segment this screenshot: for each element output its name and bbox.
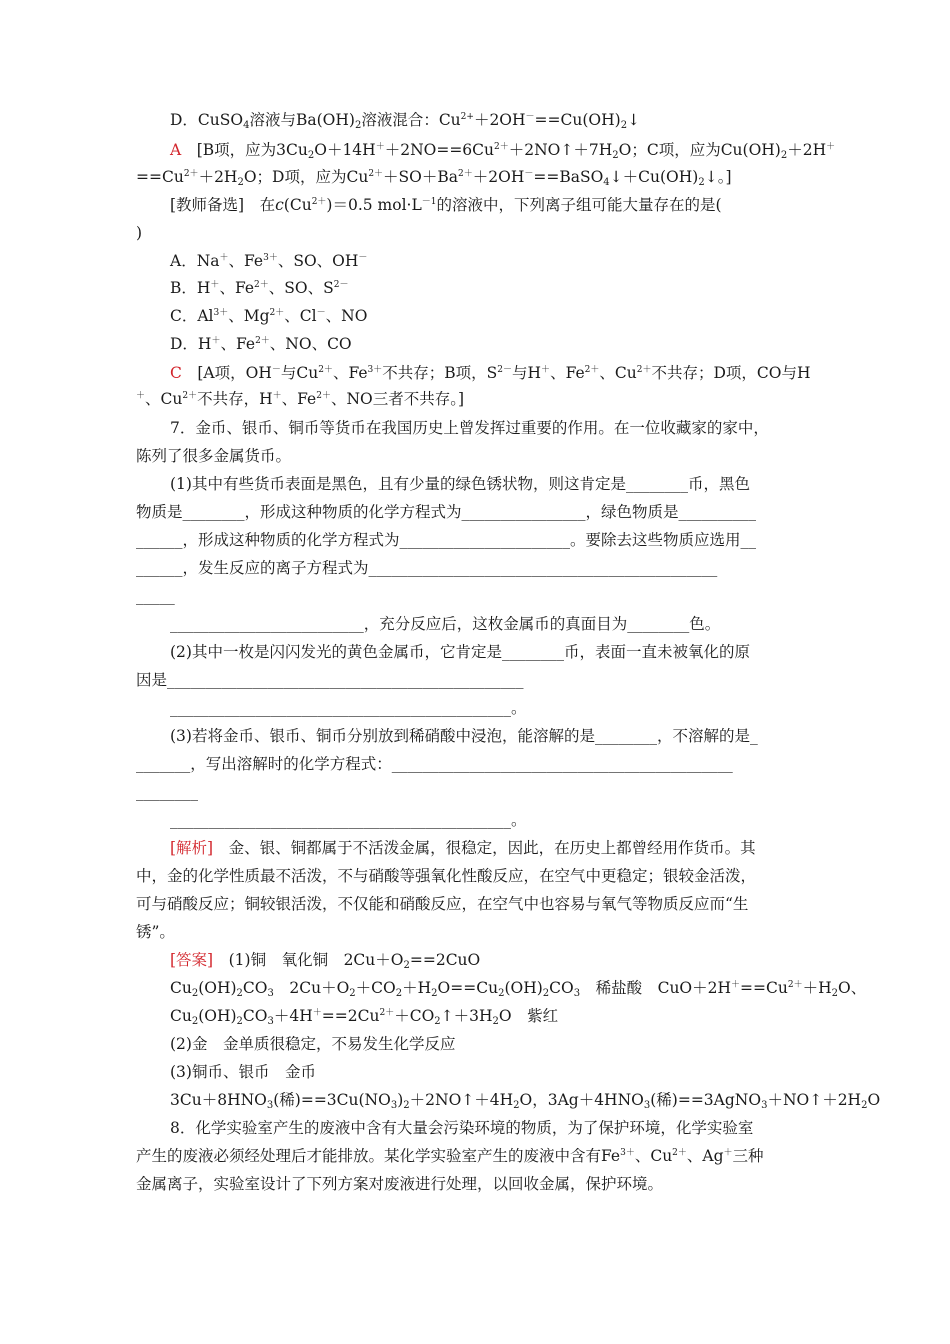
text-line: [教师备选] 在$c(Cu^{2+})=0.5$ $mol\cdot L^{-1}$的溶液中，下列离子组可能大量存在的是(: [170, 196, 722, 214]
text-line: ____________________________________________。: [170, 811, 527, 829]
text-line: 可与硝酸反应；铜较银活泼，不仅能和硝酸反应，在空气中也容易与氧气等物质反应而“生: [136, 895, 749, 913]
text-line: ): [136, 224, 143, 242]
text-line: $3Cu+8HNO_3$(稀)$==3Cu(NO_3)_2+2NO↑+4H_2O$，$3Ag+4HNO_3$(稀)$==3AgNO_3+NO↑+2H_2O$: [170, 1091, 881, 1111]
text-line: $Cu_2(OH)_2CO_3$ $2Cu+O_2+CO_2+H_2O==Cu_2(OH)_2CO_3$ 稀盐酸 $CuO+2H^+==Cu^{2+}+H_2O$、: [170, 979, 867, 999]
text-line: D．CuSO$_4$溶液与$Ba(OH)_2$溶液混合：$Cu^{2+}+2OH^-==Cu(OH)_2↓$: [170, 111, 641, 131]
text-line: A [B项，应为$3Cu_2O+14H^++2NO==6Cu^{2+}+2NO↑+7H_2O$；C项，应为$Cu(OH)_2+2H^+$: [170, 141, 836, 161]
text-line: (3)铜币、银币 金币: [170, 1063, 316, 1081]
text-line: D．H＋、$Fe^{2+}$、NO、CO: [170, 335, 352, 353]
text-line: (1)其中有些货币表面是黑色，且有少量的绿色锈状物，则这肯定是________币，黑色: [170, 475, 750, 493]
text-line: 7．金币、银币、铜币等货币在我国历史上曾发挥过重要的作用。在一位收藏家的家中，: [170, 419, 769, 437]
text-line: 中，金的化学性质最不活泼，不与硝酸等强氧化性酸反应，在空气中更稳定；银较金活泼，: [136, 867, 757, 885]
text-line: C．$Al^{3+}$、$Mg^{2+}$、Cl－、NO: [170, 307, 368, 325]
text-line: $==Cu^{2+}+2H_2O$；D项，应为$Cu^{2+}+SO+Ba^{2+}+2OH^-==BaSO_4↓+Cu(OH)_2↓$。]: [136, 168, 732, 188]
text-line: [答案] (1)铜 氧化铜 $2Cu+O_2==2CuO$: [170, 951, 481, 971]
text-line: ________: [136, 783, 198, 801]
text-line: [解析] 金、银、铜都属于不活泼金属，很稳定，因此，在历史上都曾经用作货币。其: [170, 839, 756, 857]
text-line: (2)金 金单质很稳定，不易发生化学反应: [170, 1035, 456, 1053]
text-line: 物质是________，形成这种物质的化学方程式为________________，绿色物质是__________: [136, 503, 757, 521]
text-line: (3)若将金币、银币、铜币分别放到稀硝酸中浸泡，能溶解的是________，不溶解的是_: [170, 727, 758, 745]
text-line: _______，写出溶解时的化学方程式：____________________________________________: [136, 755, 733, 773]
text-line: ______，形成这种物质的化学方程式为______________________。要除去这些物质应选用__: [136, 531, 757, 549]
text-line: (2)其中一枚是闪闪发光的黄色金属币，它肯定是________币，表面一直未被氧化的原: [170, 643, 750, 661]
text-line: ＋、$Cu^{2+}$不共存，H＋、$Fe^{2+}$、NO三者不共存。]: [136, 390, 465, 408]
text-line: $Cu_2(OH)_2CO_3+4H^+==2Cu^{2+}+CO_2↑+3H_2O$ 紫红: [170, 1007, 559, 1027]
text-line: 金属离子，实验室设计了下列方案对废液进行处理，以回收金属，保护环境。: [136, 1175, 664, 1193]
text-line: 陈列了很多金属货币。: [136, 447, 292, 465]
text-line: ____________________________________________。: [170, 699, 527, 717]
text-line: 8．化学实验室产生的废液中含有大量会污染环境的物质，为了保护环境，化学实验室: [170, 1119, 754, 1137]
text-line: 产生的废液必须经处理后才能排放。某化学实验室产生的废液中含有$Fe^{3+}$、$Cu^{2+}$、Ag＋三种: [136, 1147, 764, 1165]
text-line: _________________________，充分反应后，这枚金属币的真面目为________色。: [170, 615, 721, 633]
text-line: 因是______________________________________________: [136, 671, 524, 689]
text-line: A．Na＋、$Fe^{3+}$、SO、OH－: [170, 252, 368, 270]
text-line: C [A项，OH－与$Cu^{2+}$、$Fe^{3+}$不共存；B项，$S^{2-}$与H＋、$Fe^{2+}$、$Cu^{2+}$不共存；D项，CO与H: [170, 364, 811, 382]
text-line: _____: [136, 587, 175, 605]
text-line: B．H＋、$Fe^{2+}$、SO、$S^{2-}$: [170, 279, 349, 297]
text-line: 锈”。: [136, 923, 175, 941]
text-line: ______，发生反应的离子方程式为_____________________________________________: [136, 559, 718, 577]
